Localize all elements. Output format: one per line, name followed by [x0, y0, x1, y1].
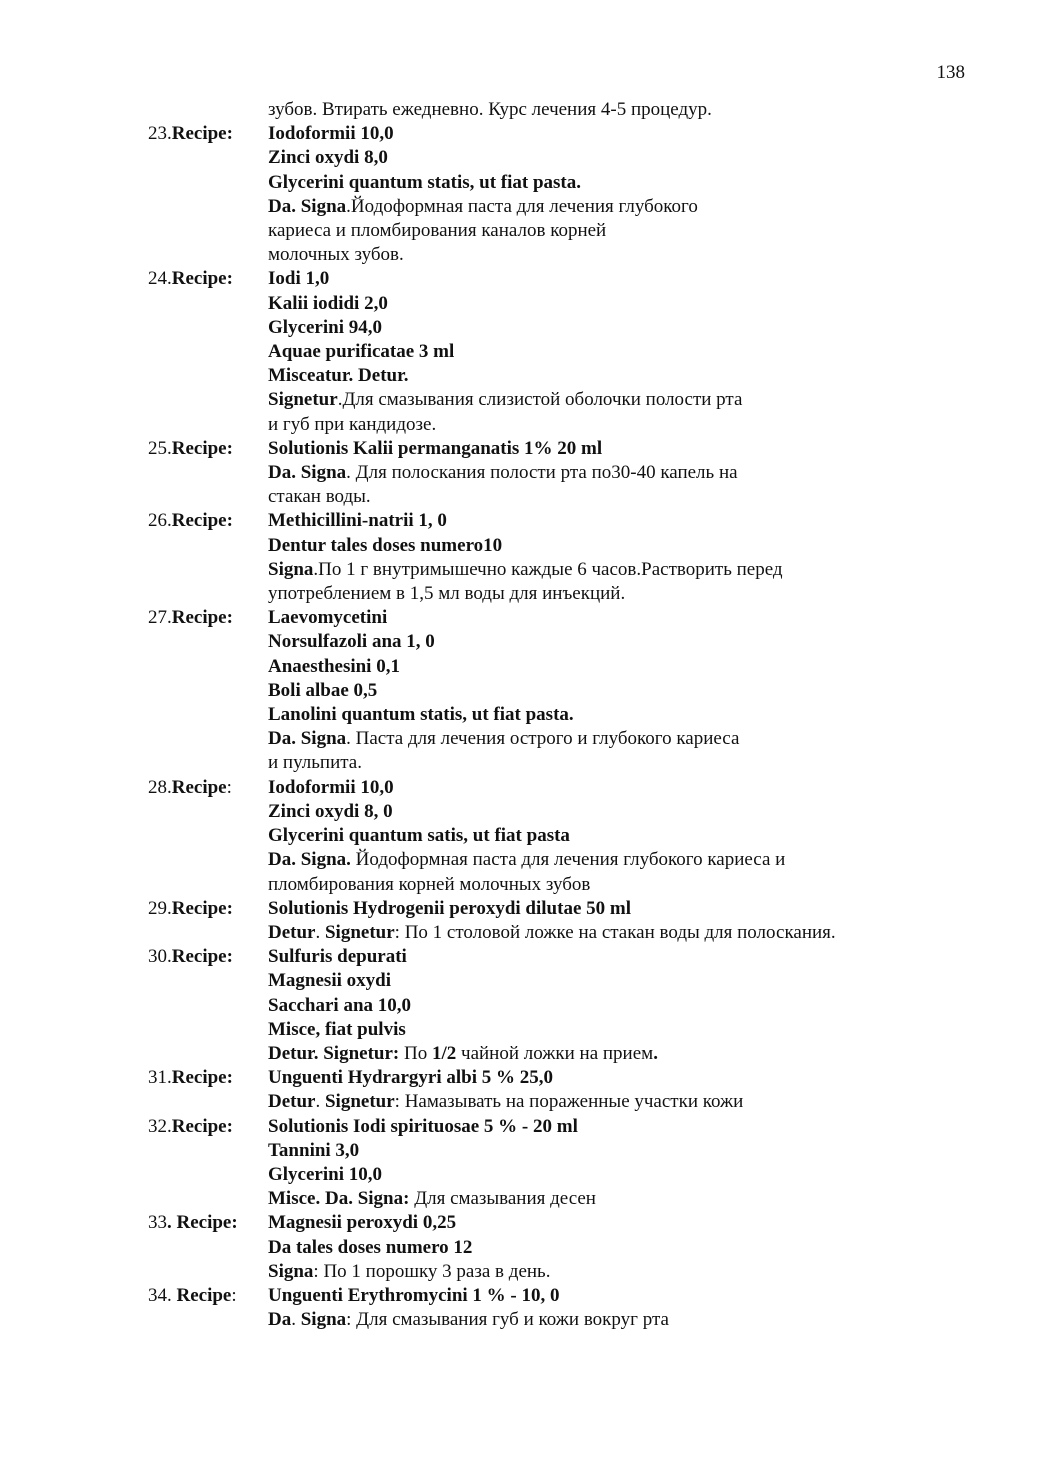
page-number: 138 [936, 62, 965, 83]
recipe-item [148, 897, 948, 945]
bold-text: Misce. Da. Signa: [268, 1188, 410, 1210]
bold-text: Sulfuris depurati [268, 946, 407, 968]
recipe-line [268, 921, 948, 945]
text-segment: : По 1 порошку 3 раза в день. [313, 1260, 551, 1282]
bold-text: Recipe: [171, 1067, 233, 1089]
bold-text: Solutionis Iodi spirituosae 5 % - 20 ml [268, 1115, 578, 1137]
recipe-line [268, 1066, 948, 1090]
bold-text: Recipe [176, 1284, 232, 1306]
recipe-line [268, 1042, 948, 1066]
bold-text: . Recipe: [167, 1212, 238, 1234]
bold-text: Methicillini-natrii 1, 0 [268, 510, 447, 532]
bold-text: Da. Signa [268, 728, 347, 750]
text-segment: : [231, 1284, 237, 1306]
bold-text: Glycerini 10,0 [268, 1163, 382, 1185]
text-segment: употреблением в 1,5 мл воды для инъекций. [268, 583, 626, 605]
bold-text: Laevomycetini [268, 607, 388, 629]
recipe-line [268, 1236, 948, 1260]
recipe-line [268, 534, 948, 558]
bold-text: Dentur tales doses numero10 [268, 534, 503, 556]
recipe-line [268, 655, 948, 679]
bold-text: Signetur [268, 389, 338, 411]
recipe-line [268, 195, 948, 219]
bold-text: Tannini 3,0 [268, 1139, 360, 1161]
recipe-line [268, 316, 948, 340]
text-segment: : Для смазывания губ и кожи вокруг рта [346, 1309, 669, 1331]
text-segment: и губ при кандидозе. [268, 413, 437, 435]
recipe-item [148, 606, 948, 775]
recipe-line [268, 679, 948, 703]
bold-text: Kalii iodidi 2,0 [268, 292, 388, 314]
text-segment: : По 1 столовой ложке на стакан воды для полоскания. [394, 921, 836, 943]
recipe-line [268, 1187, 948, 1211]
recipe-line [268, 509, 948, 533]
bold-text: Misceatur. Detur. [268, 365, 409, 387]
bold-text: Aquae purificatae 3 ml [268, 341, 455, 363]
text-segment: 24. [148, 268, 172, 290]
bold-text: Norsulfazoli ana 1, 0 [268, 631, 435, 653]
recipe-item [148, 509, 948, 606]
bold-text: Detur [268, 921, 316, 943]
text-segment: : Намазывать на пораженные участки кожи [394, 1091, 744, 1113]
text-segment: 28. [148, 776, 172, 798]
recipe-item [148, 1211, 948, 1284]
bold-text: Signetur [324, 921, 395, 943]
bold-text: Da [268, 1309, 292, 1331]
recipe-list [148, 98, 948, 1332]
recipe-body [268, 1211, 948, 1284]
bold-text: Boli albae 0,5 [268, 679, 378, 701]
recipe-number [148, 1211, 268, 1284]
text-segment: .Для смазывания слизистой оболочки полости рта [337, 389, 743, 411]
recipe-item [148, 267, 948, 436]
recipe-number [148, 122, 268, 267]
recipe-body [268, 606, 948, 775]
bold-text: Recipe: [171, 123, 233, 145]
bold-text: Zinci oxydi 8,0 [268, 147, 388, 169]
text-segment: чайной ложки на прием [456, 1042, 654, 1064]
recipe-item [148, 776, 948, 897]
bold-text: Iodoformii 10,0 [268, 123, 394, 145]
bold-text: Recipe: [171, 946, 233, 968]
recipe-line [268, 485, 948, 509]
recipe-line [268, 292, 948, 316]
bold-text: Iodi 1,0 [268, 268, 330, 290]
recipe-line [268, 219, 948, 243]
bold-text: Zinci oxydi 8, 0 [268, 800, 393, 822]
text-segment: стакан воды. [268, 486, 371, 508]
recipe-line [268, 703, 948, 727]
text-segment: кариеса и пломбирования каналов корней [268, 220, 607, 242]
recipe-body [268, 945, 948, 1066]
text-segment: Йодоформная паста для лечения глубокого кариеса и [350, 849, 786, 871]
recipe-number [148, 945, 268, 1066]
recipe-item [148, 437, 948, 510]
bold-text: Signa [300, 1309, 347, 1331]
recipe-line [268, 800, 948, 824]
text-segment: зубов. Втирать ежедневно. Курс лечения 4-5 процедур. [268, 99, 712, 120]
recipe-line [268, 897, 948, 921]
recipe-line [268, 461, 948, 485]
text-segment: : [226, 776, 232, 798]
text-segment: 33 [148, 1212, 167, 1234]
recipe-line [268, 243, 948, 267]
recipe-line [268, 1090, 948, 1114]
recipe-line [268, 171, 948, 195]
recipe-body [268, 437, 948, 510]
recipe-line [268, 1018, 948, 1042]
recipe-body [268, 897, 948, 945]
text-segment: . [315, 921, 325, 943]
recipe-number [148, 437, 268, 510]
bold-text: Anaesthesini 0,1 [268, 655, 400, 677]
recipe-item [148, 1284, 948, 1332]
recipe-number [148, 897, 268, 945]
recipe-line [268, 582, 948, 606]
recipe-line [268, 340, 948, 364]
text-segment: . Для полоскания полости рта по30-40 капель на [346, 462, 738, 484]
recipe-line [268, 848, 948, 872]
recipe-number [148, 1066, 268, 1114]
recipe-item [148, 1115, 948, 1212]
recipe-line [268, 437, 948, 461]
text-segment: 29. [148, 897, 172, 919]
bold-text: Glycerini quantum statis, ut fiat pasta. [268, 171, 581, 193]
bold-text: Solutionis Kalii permanganatis 1% 20 ml [268, 437, 603, 459]
recipe-number [148, 1115, 268, 1212]
text-segment: 26. [148, 510, 172, 532]
text-segment: . Паста для лечения острого и глубокого кариеса [346, 728, 740, 750]
text-segment: 25. [148, 437, 172, 459]
recipe-line [268, 824, 948, 848]
recipe-line [268, 1284, 948, 1308]
bold-text: Signa [268, 1260, 314, 1282]
recipe-number [148, 267, 268, 436]
bold-text: Detur [268, 1091, 316, 1113]
recipe-line [268, 388, 948, 412]
recipe-line [268, 776, 948, 800]
bold-text: Recipe: [171, 437, 233, 459]
bold-text: Lanolini quantum statis, ut fiat pasta. [268, 704, 574, 726]
recipe-body [268, 122, 948, 267]
text-segment: .Йодоформная паста для лечения глубокого [346, 195, 698, 217]
text-segment: 23. [148, 123, 172, 145]
recipe-item [148, 1066, 948, 1114]
text-segment: 30. [148, 946, 172, 968]
recipe-line [268, 945, 948, 969]
text-segment: Для смазывания десен [409, 1188, 596, 1210]
bold-text: Magnesii peroxydi 0,25 [268, 1212, 457, 1234]
bold-text: Signetur [324, 1091, 395, 1113]
bold-text: . [653, 1042, 658, 1064]
text-segment: пломбирования корней молочных зубов [268, 873, 591, 895]
recipe-body [268, 267, 948, 436]
recipe-line [268, 1260, 948, 1284]
bold-text: Glycerini 94,0 [268, 316, 382, 338]
recipe-line [268, 727, 948, 751]
bold-text: Signa [268, 558, 314, 580]
recipe-body [268, 1066, 948, 1114]
recipe-line [268, 751, 948, 775]
recipe-line [268, 606, 948, 630]
text-segment: 34. [148, 1284, 177, 1306]
bold-text: Unguenti Hydrargyri albi 5 % 25,0 [268, 1067, 554, 1089]
bold-text: Recipe: [171, 510, 233, 532]
text-segment: 32. [148, 1115, 172, 1137]
bold-text: Detur. Signetur: [268, 1042, 400, 1064]
recipe-item [148, 122, 948, 267]
recipe-line [268, 122, 948, 146]
recipe-body [268, 509, 948, 606]
recipe-number [148, 776, 268, 897]
text-segment: . [315, 1091, 325, 1113]
recipe-line [268, 364, 948, 388]
bold-text: Glycerini quantum satis, ut fiat pasta [268, 825, 570, 847]
recipe-line [268, 413, 948, 437]
text-segment: молочных зубов. [268, 244, 404, 266]
recipe-line [268, 558, 948, 582]
recipe-line [268, 1139, 948, 1163]
bold-text: Da. Signa [268, 462, 347, 484]
recipe-line [268, 1163, 948, 1187]
text-segment: и пульпита. [268, 752, 362, 774]
recipe-body [268, 1284, 948, 1332]
bold-text: 1/2 [431, 1042, 457, 1064]
bold-text: Solutionis Hydrogenii peroxydi dilutae 50 ml [268, 897, 631, 919]
text-segment: . [291, 1309, 301, 1331]
recipe-line [268, 267, 948, 291]
text-segment: 27. [148, 607, 172, 629]
bold-text: Recipe [171, 776, 227, 798]
text-segment: 31. [148, 1067, 172, 1089]
text-segment: .По 1 г внутримышечно каждые 6 часов.Растворить перед [313, 558, 783, 580]
bold-text: Da. Signa [268, 195, 347, 217]
recipe-line [268, 969, 948, 993]
bold-text: Recipe: [171, 607, 233, 629]
recipe-body [268, 1115, 948, 1212]
bold-text: Da. Signa. [268, 849, 351, 871]
recipe-line [268, 146, 948, 170]
bold-text: Recipe: [171, 268, 233, 290]
recipe-body [268, 776, 948, 897]
recipe-item [148, 945, 948, 1066]
bold-text: Recipe: [171, 1115, 233, 1137]
text-segment: По [399, 1042, 432, 1064]
bold-text: Misce, fiat pulvis [268, 1018, 406, 1040]
bold-text: Magnesii oxydi [268, 970, 391, 992]
recipe-number [148, 606, 268, 775]
bold-text: Unguenti Erythromycini 1 % - 10, 0 [268, 1284, 560, 1306]
recipe-line [268, 630, 948, 654]
continuation-line [268, 98, 948, 122]
recipe-line [268, 1211, 948, 1235]
recipe-line [268, 994, 948, 1018]
bold-text: Da tales doses numero 12 [268, 1236, 473, 1258]
bold-text: Recipe: [171, 897, 233, 919]
recipe-line [268, 873, 948, 897]
bold-text: Sacchari ana 10,0 [268, 994, 412, 1016]
recipe-line [268, 1115, 948, 1139]
recipe-line [268, 1308, 948, 1332]
bold-text: Iodoformii 10,0 [268, 776, 394, 798]
recipe-number [148, 1284, 268, 1332]
recipe-number [148, 509, 268, 606]
